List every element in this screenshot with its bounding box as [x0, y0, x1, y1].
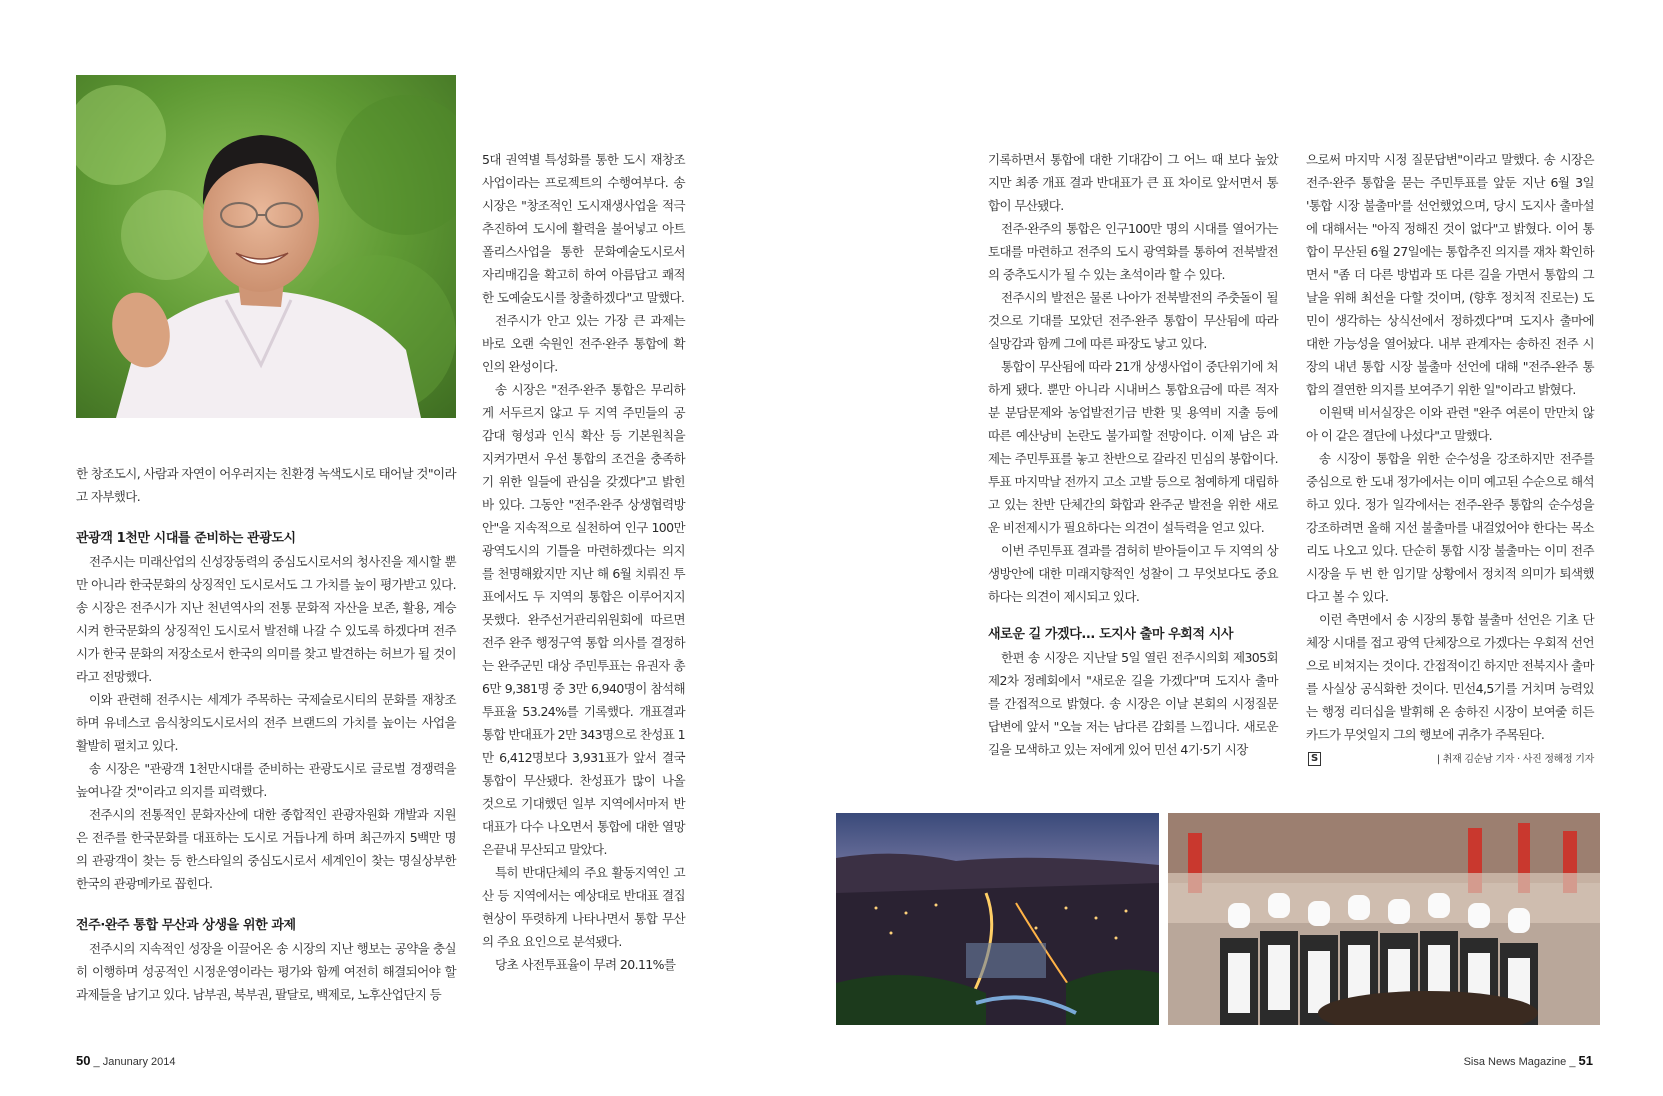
body-paragraph: 으로써 마지막 시정 질문답변"이라고 말했다. 송 시장은 전주·완주 통합을 묻는 주민투표를 앞둔 지난 6월 3일 '통합 시장 불출마'를 선언했었으며, 당시 도지사 출마설에 대해서는 "아직 정해진 것이 없다"고 밝혔다. 이어 통합이 무산된 6월 27일에는 통합추진 의지를 재차 확인하면서 "좀 더 다른 방법과 또 다른 길을 가면서 통합의 그 날을 위해 최선을 다할 것이며, (향후 정치적 진로는) 도민이 생각하는 상식선에서 정하겠다"며 도지사 출마에 대한 가능성을 열어놨다. 내부 관계자는 송하진 전주 시장의 내년 통합 시장 불출마 선언에 대해 "전주-완주 통합의 결연한 의지를 보여주기 위한 일"이라고 밝혔다.	[1306, 152, 1594, 397]
right-column-2	[1306, 148, 1594, 766]
body-paragraph: 전주시의 발전은 물론 나아가 전북발전의 주춧돌이 될 것으로 기대를 모았던 전주·완주 통합이 무산됨에 따라 실망감과 함께 그에 따른 파장도 낳고 있다.	[988, 290, 1278, 351]
mayor-portrait-photo	[76, 75, 456, 418]
page-number-left: 50	[76, 1053, 91, 1068]
body-paragraph: 전주시가 안고 있는 가장 큰 과제는 바로 오랜 숙원인 전주·완주 통합에 확인의 완성이다.	[482, 313, 685, 374]
right-page-footer	[1464, 1053, 1593, 1068]
body-paragraph: 이번 주민투표 결과를 겸허히 받아들이고 두 지역의 상생방안에 대한 미래지향적인 성찰이 그 무엇보다도 중요하다는 의견이 제시되고 있다.	[988, 543, 1278, 604]
body-paragraph: 송 시장은 "전주·완주 통합은 무리하게 서두르지 않고 두 지역 주민들의 공감대 형성과 인식 확산 등 기본원칙을 지켜가면서 우선 통합의 조건을 충족하기 위한 일들에 관심을 갖겠다"고 밝힌 바 있다. 그동안 "전주·완주 상생협력방안"을 지속적으로 실천하여 인구 100만 광역도시의 기틀을 마련하겠다는 의지를 천명해왔지만 지난 해 6월 치뤄진 투표에서도 두 지역의 통합은 이루어지지 못했다. 완주선거관리위원회에 따르면 전주 완주 행정구역 통합 의사를 결정하는 완주군민 대상 주민투표는 유권자 총 6만 9,381명 중 3만 6,940명이 참석해 투표율 53.24%를 기록했다. 개표결과 통합 반대표가 2만 343명으로 찬성표 1만 6,412명보다 3,931표가 앞서 결국 통합이 무산됐다. 찬성표가 많이 나올 것으로 기대했던 일부 지역에서마저 반대표가 다수 나오면서 통합에 대한 열망은끝내 무산되고 말았다.	[482, 382, 685, 857]
body-paragraph: 전주·완주의 통합은 인구100만 명의 시대를 열어가는 토대를 마련하고 전주의 도시 광역화를 통하여 전북발전의 중추도시가 될 수 있는 초석이라 할 수 있다.	[988, 221, 1278, 282]
col1-continuation-text: 한 창조도시, 사람과 자연이 어우러지는 친환경 녹색도시로 태어날 것"이라고 자부했다.	[76, 466, 456, 504]
magazine-name: Sisa News Magazine _	[1463, 1056, 1576, 1068]
body-paragraph: 송 시장이 통합을 위한 순수성을 강조하지만 전주를 중심으로 한 도내 정가에서는 이미 예고된 수순으로 해석하고 있다. 정가 일각에서는 전주-완주 통합의 순수성을 강조하려면 올해 지선 불출마를 내걸었어야 한다는 목소리도 나오고 있다. 단순히 통합 시장 불출마는 이미 전주시장을 두 번 한 임기말 상황에서 정치적 의미가 퇴색했다고 볼 수 있다.	[1306, 451, 1594, 604]
left-column-1	[76, 462, 456, 1006]
end-mark: S	[1308, 752, 1321, 766]
body-paragraph: 전주시는 미래산업의 신성장동력의 중심도시로서의 청사진을 제시할 뿐만 아니라 한국문화의 상징적인 도시로서도 그 가치를 높이 평가받고 있다. 송 시장은 전주시가 지난 천년역사의 전통 문화적 자산을 보존, 활용, 계승시켜 한국문화의 상징적인 도시로서 발전해 나갈 수 있도록 하겠다며 전주시가 한국 문화의 저장소로서 한국의 의미를 찾고 발견하는 허브가 될 것이라고 전망했다.	[76, 554, 456, 684]
body-paragraph: 특히 반대단체의 주요 활동지역인 고산 등 지역에서는 예상대로 반대표 결집현상이 뚜렷하게 나타나면서 통합 무산의 주요 요인으로 분석됐다.	[482, 865, 685, 949]
body-paragraph: 한편 송 시장은 지난달 5일 열린 전주시의회 제305회 제2차 정례회에서 "새로운 길을 가겠다"며 도지사 출마를 간접적으로 밝혔다. 송 시장은 이날 본회의 시정질문 답변에 앞서 "오늘 저는 남다른 감회를 느낍니다. 새로운 길을 모색하고 있는 저에게 있어 민선 4기·5기 시장	[988, 650, 1278, 757]
body-paragraph: 이와 관련해 전주시는 세계가 주목하는 국제슬로시티의 문화를 재창조하며 유네스코 음식창의도시로서의 전주 브랜드의 가치를 높이는 사업을 활발히 펼치고 있다.	[76, 692, 456, 753]
issue-date: Janunary 2014	[102, 1056, 176, 1068]
section-heading-integration: 전주·완주 통합 무산과 상생을 위한 과제	[76, 918, 296, 933]
body-paragraph: 5대 권역별 특성화를 통한 도시 재창조 사업이라는 프로젝트의 수행여부다. 송 시장은 "창조적인 도시재생사업을 적극 추진하여 도시에 활력을 불어넣고 아트폴리스사업을 통한 문화예술도시로서 자리매김을 확고히 하여 아름답고 쾌적한 도예술도시를 창출하겠다"고 말했다.	[482, 152, 685, 305]
body-paragraph: 당초 사전투표율이 무려 20.11%를	[495, 957, 676, 972]
right-column-1	[988, 148, 1278, 761]
body-paragraph: 전주시의 전통적인 문화자산에 대한 종합적인 관광자원화 개발과 지원은 전주를 한국문화를 대표하는 도시로 거듭나게 하며 최근까지 5백만 명의 관광객이 찾는 등 한스타일의 중심도시로서 세계인이 찾는 명실상부한 한국의 관광메카로 꼽힌다.	[76, 807, 456, 891]
body-paragraph: 통합이 무산됨에 따라 21개 상생사업이 중단위기에 처하게 됐다. 뿐만 아니라 시내버스 통합요금에 따른 적자분 분담문제와 농업발전기금 반환 및 용역비 지출 등에 따른 예산낭비 논란도 불가피할 전망이다. 이제 남은 과제는 주민투표를 놓고 찬반으로 갈라진 민심의 봉합이다. 투표 마지막날 전까지 고소 고발 등으로 첨예하게 대립하고 있는 찬반 단체간의 화합과 완주군 발전을 위한 새로운 비전제시가 필요하다는 의견이 설득력을 얻고 있다.	[988, 359, 1278, 535]
page-number-right: 51	[1578, 1053, 1593, 1068]
left-page-footer: 50 _ Janunary 2014	[76, 1053, 176, 1068]
body-paragraph: 이원택 비서실장은 이와 관련 "완주 여론이 만만치 않아 이 같은 결단에 나섰다"고 말했다.	[1306, 405, 1594, 443]
left-column-2	[482, 148, 685, 976]
body-paragraph: 전주시의 지속적인 성장을 이끌어온 송 시장의 지난 행보는 공약을 충실히 이행하며 성공적인 시정운영이라는 평가와 함께 여전히 해결되어야 할 과제들을 남기고 있다. 남부권, 북부권, 팔달로, 백제로, 노후산업단지 등	[76, 941, 456, 1002]
chefs-event-photo	[1168, 813, 1600, 1025]
section-heading-new-path: 새로운 길 가겠다... 도지사 출마 우회적 시사	[988, 627, 1234, 642]
section-heading-tourism: 관광객 1천만 시대를 준비하는 관광도시	[76, 531, 296, 546]
body-paragraph: 기록하면서 통합에 대한 기대감이 그 어느 때 보다 높았지만 최종 개표 결과 반대표가 큰 표 차이로 앞서면서 통합이 무산됐다.	[988, 152, 1278, 213]
city-night-photo	[836, 813, 1159, 1025]
photo-credit: | 취재 김순남 기자 · 사진 정해정 기자	[1436, 754, 1594, 765]
body-paragraph: 이런 측면에서 송 시장의 통합 불출마 선언은 기초 단체장 시대를 접고 광역 단체장으로 가겠다는 우회적 선언으로 비쳐지는 것이다. 간접적이긴 하지만 전북지사 출마를 사실상 공식화한 것이다. 민선4,5기를 거치며 능력있는 행정 리더십을 발휘해 온 송하진 시장이 보여줄 히든카드가 무엇일지 그의 행보에 귀추가 주목된다.	[1306, 612, 1594, 742]
body-paragraph: 송 시장은 "관광객 1천만시대를 준비하는 관광도시로 글로벌 경쟁력을 높여나갈 것"이라고 의지를 피력했다.	[76, 761, 456, 799]
